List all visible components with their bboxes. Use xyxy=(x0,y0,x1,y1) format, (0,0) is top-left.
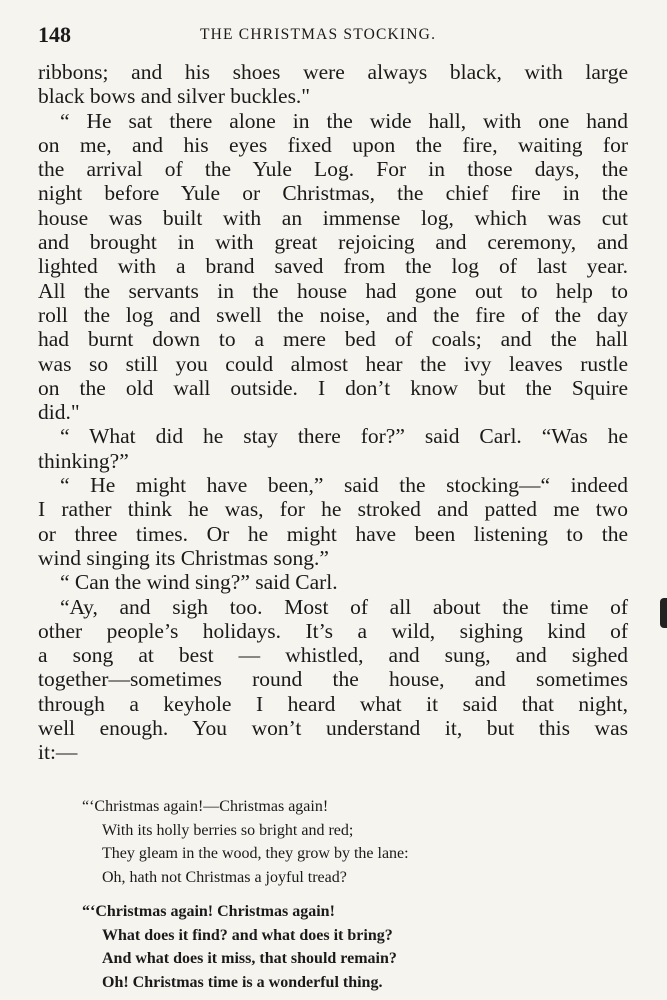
verse-line: With its holly berries so bright and red; xyxy=(102,821,354,839)
running-head xyxy=(38,22,638,52)
text-line: roll the log and swell the noise, and the fire of the day xyxy=(38,302,628,327)
text-line: house was built with an immense log, which was cut xyxy=(38,205,628,230)
text-line: other people’s holidays. It’s a wild, sighing kind of xyxy=(38,618,628,643)
verse-line: Oh, hath not Christmas a joyful tread? xyxy=(102,868,347,886)
text-line: black bows and silver buckles." xyxy=(38,84,311,109)
text-line: the arrival of the Yule Log. For in those days, the xyxy=(38,157,628,182)
text-line: it:— xyxy=(38,740,78,765)
text-line: and brought in with great rejoicing and ceremony, and xyxy=(38,230,628,255)
text-line: “ He might have been,” said the stocking—“ indeed xyxy=(60,473,628,498)
verse-line: They gleam in the wood, they grow by the lane: xyxy=(102,845,409,862)
text-line: on the old wall outside. I don’t know but the Squire xyxy=(38,375,628,400)
text-line: ribbons; and his shoes were always black, with large xyxy=(38,60,628,84)
verse-line: “‘Christmas again!—Christmas again! xyxy=(82,798,329,815)
text-line: “ Can the wind sing?” said Carl. xyxy=(60,570,338,595)
text-line: thinking?” xyxy=(38,448,129,473)
page-number: 148 xyxy=(38,22,71,47)
text-line: “Ay, and sigh too. Most of all about the time of xyxy=(60,594,628,619)
verse-stanza xyxy=(82,900,552,994)
text-line: lighted with a brand saved from the log of last year. xyxy=(38,254,628,279)
text-line: well enough. You won’t understand it, but this was xyxy=(38,716,628,741)
text-line: or three times. Or he might have been listening to the xyxy=(38,521,628,546)
running-title: THE CHRISTMAS STOCKING. xyxy=(200,26,437,43)
text-line: wind singing its Christmas song.” xyxy=(38,545,329,570)
body-text xyxy=(38,60,628,765)
text-line: “ What did he stay there for?” said Carl. “Was he xyxy=(60,424,628,449)
page-edge-mark xyxy=(660,598,667,628)
text-line: “ He sat there alone in the wide hall, with one hand xyxy=(60,108,628,133)
text-line: on me, and his eyes fixed upon the fire, waiting for xyxy=(38,132,628,157)
verse-line: Oh! Christmas time is a wonderful thing. xyxy=(102,973,383,991)
text-line: All the servants in the house had gone out to help to xyxy=(38,278,628,303)
text-line: a song at best — whistled, and sung, and sighed xyxy=(38,643,628,668)
text-line: did." xyxy=(38,400,80,425)
text-line: through a keyhole I heard what it said that night, xyxy=(38,691,628,716)
verse-line: “‘Christmas again! Christmas again! xyxy=(82,903,335,920)
verse-line: What does it find? and what does it bring? xyxy=(102,926,393,944)
verse-stanza xyxy=(82,795,552,889)
verse-line: And what does it miss, that should remain? xyxy=(102,950,397,967)
text-line: together—sometimes round the house, and sometimes xyxy=(38,667,628,692)
text-line: I rather think he was, for he stroked and patted me two xyxy=(38,497,628,522)
text-line: night before Yule or Christmas, the chief fire in the xyxy=(38,181,628,206)
text-line: had burnt down to a mere bed of coals; and the hall xyxy=(38,327,628,352)
text-line: was so still you could almost hear the ivy leaves rustle xyxy=(38,351,628,376)
